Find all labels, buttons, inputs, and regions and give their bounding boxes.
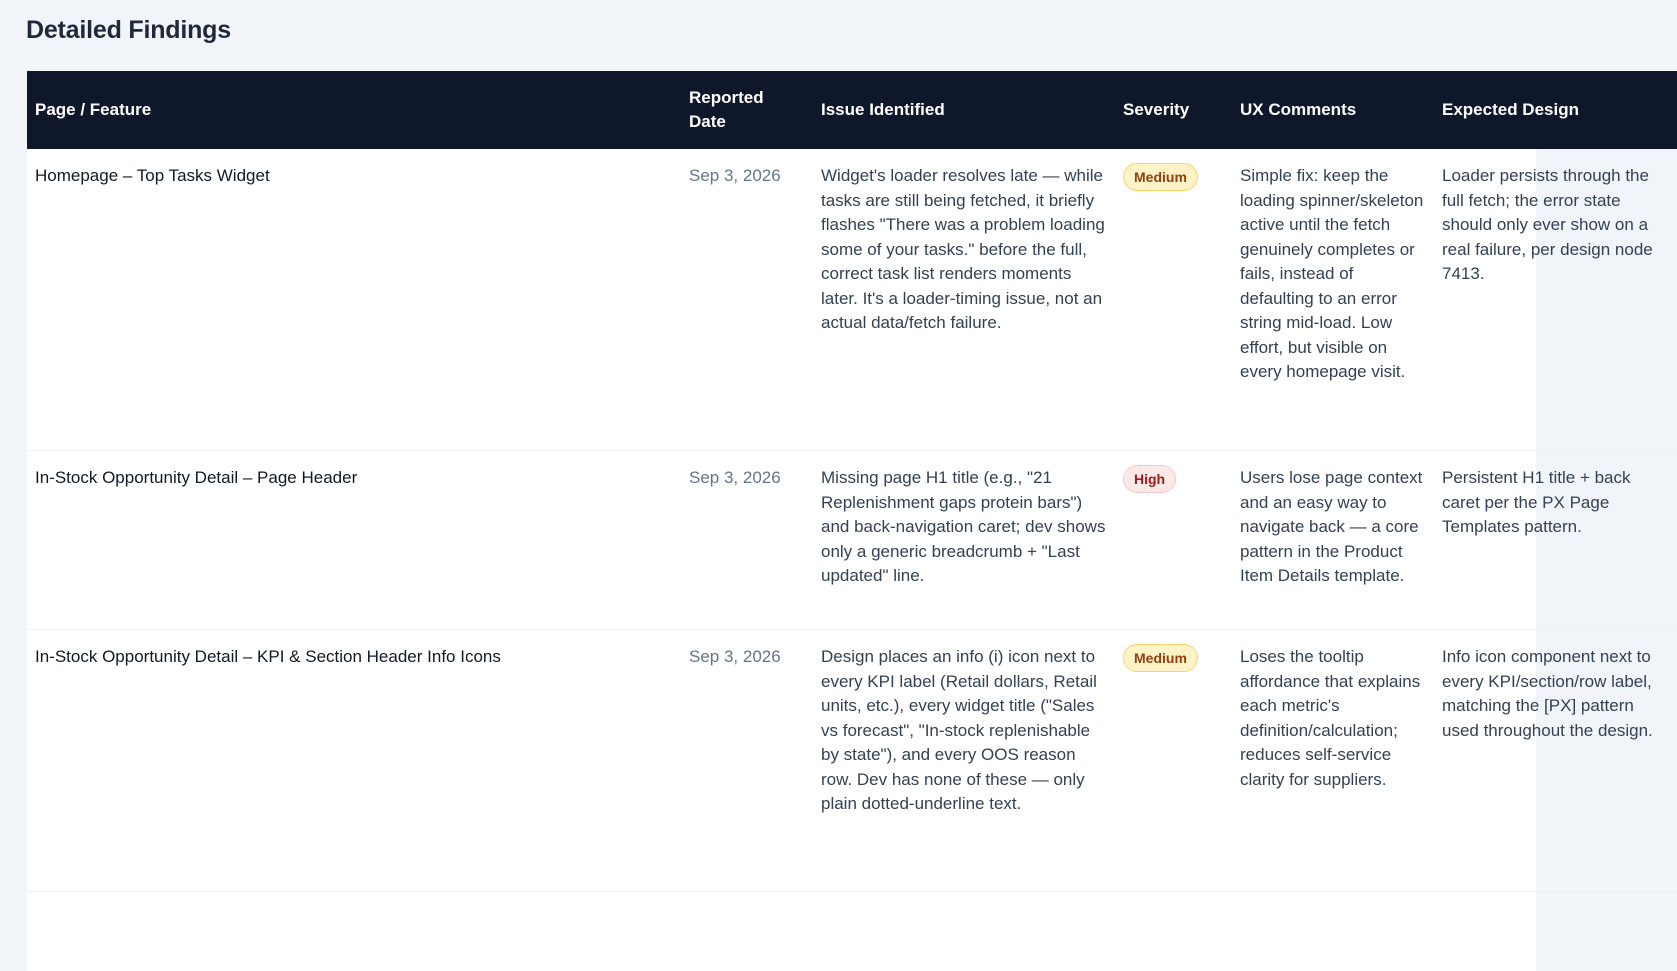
findings-table-container[interactable] bbox=[27, 71, 1653, 971]
cell-expected-design: Info icon component next to every KPI/section/row label, matching the [PX] pattern used throughout the design. bbox=[1434, 630, 1677, 892]
cell-expected-design: Loader persists through the full fetch; the error state should only ever show on a real failure, per design node 7413. bbox=[1434, 149, 1677, 451]
cell-ux-comments: Users lose page context and an easy way to navigate back — a core pattern in the Product Item Details template. bbox=[1232, 451, 1434, 630]
cell-expected-design: Persistent H1 title + back caret per the PX Page Templates pattern. bbox=[1434, 451, 1677, 630]
table-row bbox=[27, 630, 1677, 892]
cell-reported-date: Sep 3, 2026 bbox=[681, 149, 813, 451]
cell-issue-identified: Widget's loader resolves late — while tasks are still being fetched, it briefly flashes "There was a problem loading some of your tasks." before the full, correct task list renders moments later. It's a loader-timing issue, not an actual data/fetch failure. bbox=[813, 149, 1115, 451]
cell-reported-date: Sep 3, 2026 bbox=[681, 451, 813, 630]
cell-severity bbox=[1115, 451, 1232, 630]
cell-page-feature: Homepage – Top Tasks Widget bbox=[27, 149, 681, 451]
cell-reported-date: Sep 3, 2026 bbox=[681, 630, 813, 892]
severity-badge-medium: Medium bbox=[1123, 644, 1198, 672]
cell-severity bbox=[1115, 149, 1232, 451]
cell-ux-comments: Simple fix: keep the loading spinner/skeleton active until the fetch genuinely completes or fails, instead of defaulting to an error string mid-load. Low effort, but visible on every homepage visit. bbox=[1232, 149, 1434, 451]
column-header-severity[interactable]: Severity bbox=[1123, 100, 1190, 119]
findings-table bbox=[27, 71, 1677, 892]
severity-badge-high: High bbox=[1123, 465, 1176, 493]
column-header-reported-date[interactable]: Reported Date bbox=[689, 88, 764, 131]
column-header-expected-design[interactable]: Expected Design bbox=[1442, 100, 1579, 119]
column-header-page-feature[interactable]: Page / Feature bbox=[35, 100, 152, 119]
cell-page-feature: In-Stock Opportunity Detail – KPI & Section Header Info Icons bbox=[27, 630, 681, 892]
table-header bbox=[27, 71, 1677, 149]
column-header-issue-identified[interactable]: Issue Identified bbox=[821, 100, 945, 119]
table-row bbox=[27, 149, 1677, 451]
cell-issue-identified: Missing page H1 title (e.g., "21 Replenishment gaps protein bars") and back-navigation caret; dev shows only a generic breadcrumb + "Last updated" line. bbox=[813, 451, 1115, 630]
table-header-row bbox=[27, 71, 1677, 149]
table-body bbox=[27, 149, 1677, 892]
cell-ux-comments: Loses the tooltip affordance that explains each metric's definition/calculation; reduces self-service clarity for suppliers. bbox=[1232, 630, 1434, 892]
severity-badge-medium: Medium bbox=[1123, 163, 1198, 191]
cell-severity bbox=[1115, 630, 1232, 892]
table-row bbox=[27, 451, 1677, 630]
cell-page-feature: In-Stock Opportunity Detail – Page Header bbox=[27, 451, 681, 630]
column-header-ux-comments[interactable]: UX Comments bbox=[1240, 100, 1357, 119]
page-title: Detailed Findings bbox=[26, 16, 231, 44]
cell-issue-identified: Design places an info (i) icon next to every KPI label (Retail dollars, Retail units, etc.), every widget title ("Sales vs forecast", "In-stock replenishable by state"), and every OOS reason row. Dev has none of these — only plain dotted-underline text. bbox=[813, 630, 1115, 892]
